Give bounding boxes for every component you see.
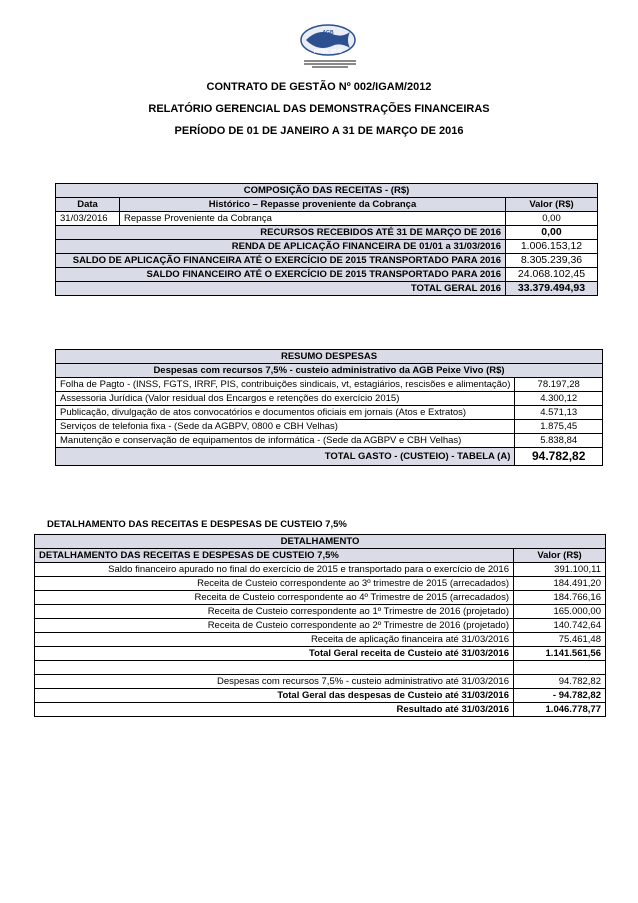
despesa-label: Publicação, divulgação de atos convocatórios e documentos oficiais em jornais (Atos e Extratos) [56,406,515,420]
col-detalhamento: DETALHAMENTO DAS RECEITAS E DESPESAS DE CUSTEIO 7,5% [35,549,514,563]
detalhe-value: 391.100,11 [514,563,606,577]
total-value: 0,00 [506,226,598,240]
col-historico: Histórico – Repasse proveniente da Cobrança [120,198,506,212]
row-date: 31/03/2016 [56,212,120,226]
despesa-custeio-value: 94.782,82 [514,675,606,689]
total-despesa-label: Total Geral das despesas de Custeio até 31/03/2016 [35,689,514,703]
despesa-label: Assessoria Jurídica (Valor residual dos Encargos e retenções do exercício 2015) [56,392,515,406]
total-label: RECURSOS RECEBIDOS ATÉ 31 DE MARÇO DE 2016 [56,226,506,240]
receitas-table [55,183,598,296]
empty-row [514,661,606,675]
despesa-label: Serviços de telefonia fixa - (Sede da AGBPV, 0800 e CBH Velhas) [56,420,515,434]
total-receita-value: 1.141.561,56 [514,647,606,661]
total-receita-label: Total Geral receita de Custeio até 31/03/2016 [35,647,514,661]
col-valor: Valor (R$) [514,549,606,563]
receitas-title: COMPOSIÇÃO DAS RECEITAS - (R$) [56,184,598,198]
despesa-label: Folha de Pagto - (INSS, FGTS, IRRF, PIS, contribuições sindicais, vt, estagiários, rescisões e alimentação) [56,378,515,392]
total-label: SALDO FINANCEIRO ATÉ O EXERCÍCIO DE 2015 TRANSPORTADO PARA 2016 [56,268,506,282]
col-valor: Valor (R$) [506,198,598,212]
total-despesa-value: - 94.782,82 [514,689,606,703]
despesa-value: 4.571,13 [515,406,603,420]
resultado-label: Resultado até 31/03/2016 [35,703,514,717]
despesa-value: 1.875,45 [515,420,603,434]
despesa-value: 78.197,28 [515,378,603,392]
despesa-custeio-label: Despesas com recursos 7,5% - custeio administrativo até 31/03/2016 [35,675,514,689]
detalhamento-title: DETALHAMENTO [35,535,606,549]
report-title: RELATÓRIO GERENCIAL DAS DEMONSTRAÇÕES FINANCEIRAS [148,103,490,115]
empty-row [35,661,514,675]
despesa-label: Manutenção e conservação de equipamentos de informática - (Sede da AGBPV e CBH Velhas) [56,434,515,448]
despesas-total-label: TOTAL GASTO - (CUSTEIO) - TABELA (A) [56,448,515,466]
col-data: Data [56,198,120,212]
despesas-subtitle: Despesas com recursos 7,5% - custeio administrativo da AGB Peixe Vivo (R$) [56,364,603,378]
detalhe-label: Receita de Custeio correspondente ao 1º Trimestre de 2016 (projetado) [35,605,514,619]
detalhe-label: Saldo financeiro apurado no final do exercício de 2015 e transportado para o exercício de 2016 [35,563,514,577]
detalhe-label: Receita de aplicação financeira até 31/03/2016 [35,633,514,647]
total-label: RENDA DE APLICAÇÃO FINANCEIRA DE 01/01 a 31/03/2016 [56,240,506,254]
row-value: 0,00 [506,212,598,226]
detalhe-label: Receita de Custeio correspondente ao 2º Trimestre de 2016 (projetado) [35,619,514,633]
despesas-title: RESUMO DESPESAS [56,350,603,364]
total-value: 8.305.239,36 [506,254,598,268]
logo-caption [304,59,356,69]
total-label: SALDO DE APLICAÇÃO FINANCEIRA ATÉ O EXERCÍCIO DE 2015 TRANSPORTADO PARA 2016 [56,254,506,268]
logo-mark: AGB [322,30,334,36]
despesas-total-value: 94.782,82 [515,448,603,466]
detalhe-label: Receita de Custeio correspondente ao 4º Trimestre de 2015 (arrecadados) [35,591,514,605]
detalhe-value: 75.461,48 [514,633,606,647]
agb-peixe-vivo-logo [300,22,356,58]
detalhe-label: Receita de Custeio correspondente ao 3º trimestre de 2015 (arrecadados) [35,577,514,591]
grand-total-value: 33.379.494,93 [506,282,598,296]
despesas-table [55,349,603,466]
total-value: 24.068.102,45 [506,268,598,282]
detalhe-value: 165.000,00 [514,605,606,619]
detalhe-value: 140.742,64 [514,619,606,633]
resultado-value: 1.046.778,77 [514,703,606,717]
detalhe-value: 184.766,16 [514,591,606,605]
period-title: PERÍODO DE 01 DE JANEIRO A 31 DE MARÇO DE 2016 [174,125,464,137]
row-desc: Repasse Proveniente da Cobrança [120,212,506,226]
total-value: 1.006.153,12 [506,240,598,254]
contract-title: CONTRATO DE GESTÃO Nº 002/IGAM/2012 [206,81,432,93]
logo-text: PEIXE VIVO [313,49,343,55]
grand-total-label: TOTAL GERAL 2016 [56,282,506,296]
detalhamento-table [34,534,606,717]
detalhamento-section-title: DETALHAMENTO DAS RECEITAS E DESPESAS DE CUSTEIO 7,5% [47,519,347,530]
despesa-value: 5.838,84 [515,434,603,448]
detalhe-value: 184.491,20 [514,577,606,591]
despesa-value: 4.300,12 [515,392,603,406]
